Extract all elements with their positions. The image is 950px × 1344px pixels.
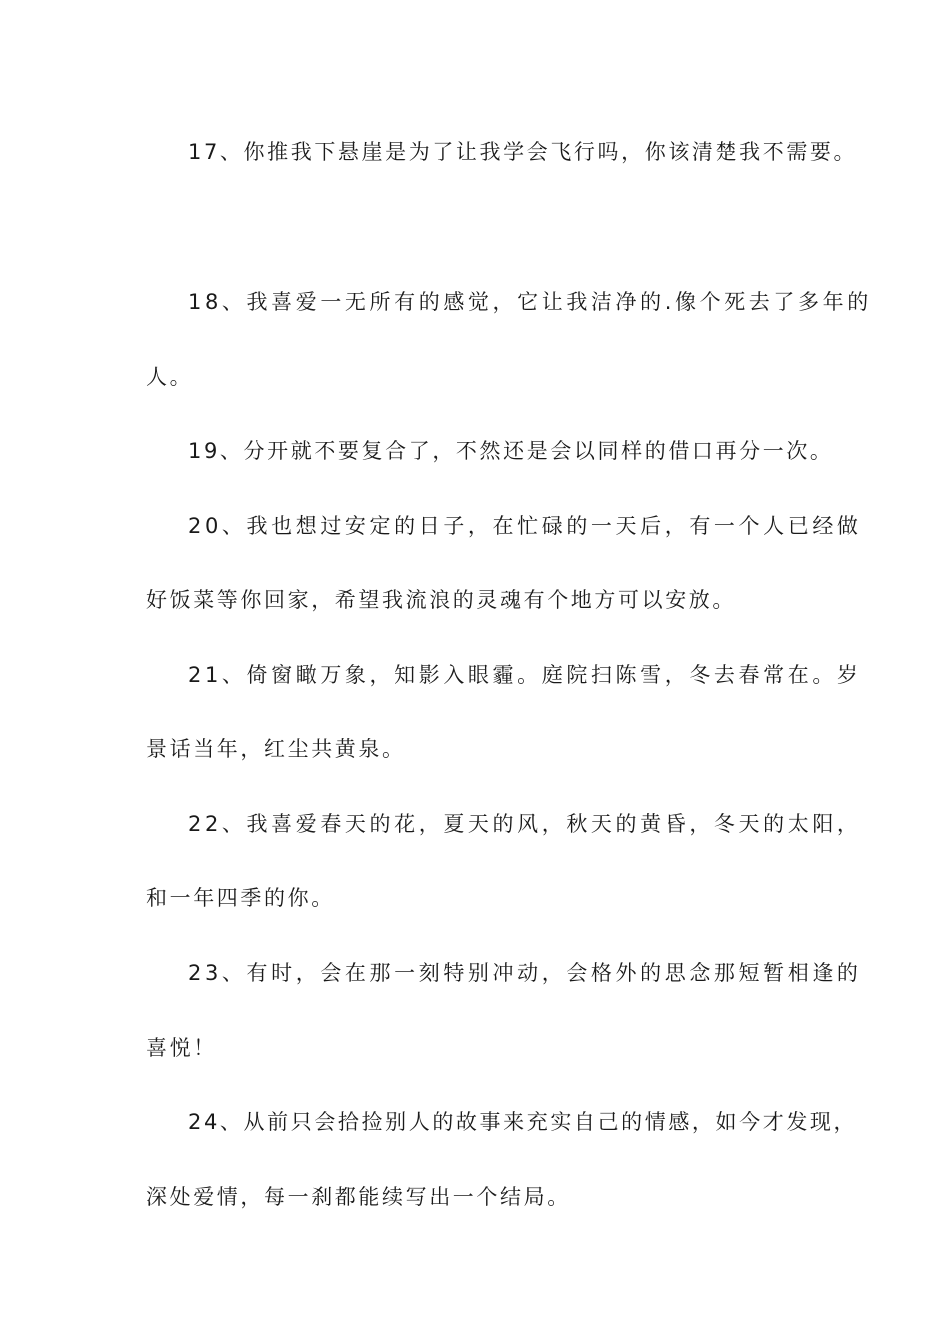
paragraph-24-line-1: 24、从前只会拾捡别人的故事来充实自己的情感，如今才发现， xyxy=(188,1110,858,1134)
paragraph-18-line-2: 人。 xyxy=(146,365,194,389)
paragraph-18-line-1: 18、我喜爱一无所有的感觉，它让我洁净的.像个死去了多年的 xyxy=(188,290,872,314)
paragraph-20-line-1: 20、我也想过安定的日子，在忙碌的一天后，有一个人已经做 xyxy=(188,514,862,538)
paragraph-17: 17、你推我下悬崖是为了让我学会飞行吗，你该清楚我不需要。 xyxy=(188,140,858,164)
paragraph-22-line-2: 和一年四季的你。 xyxy=(146,886,335,910)
paragraph-24-line-2: 深处爱情，每一刹都能续写出一个结局。 xyxy=(146,1185,571,1209)
paragraph-19: 19、分开就不要复合了，不然还是会以同样的借口再分一次。 xyxy=(188,439,834,463)
paragraph-21-line-1: 21、倚窗瞰万象，知影入眼霾。庭院扫陈雪，冬去春常在。岁 xyxy=(188,663,862,687)
paragraph-23-line-2: 喜悦！ xyxy=(146,1036,217,1060)
paragraph-21-line-2: 景话当年，红尘共黄泉。 xyxy=(146,737,406,761)
paragraph-20-line-2: 好饭菜等你回家，希望我流浪的灵魂有个地方可以安放。 xyxy=(146,588,736,612)
paragraph-23-line-1: 23、有时，会在那一刻特别冲动，会格外的思念那短暂相逢的 xyxy=(188,961,862,985)
paragraph-22-line-1: 22、我喜爱春天的花，夏天的风，秋天的黄昏，冬天的太阳， xyxy=(188,812,862,836)
